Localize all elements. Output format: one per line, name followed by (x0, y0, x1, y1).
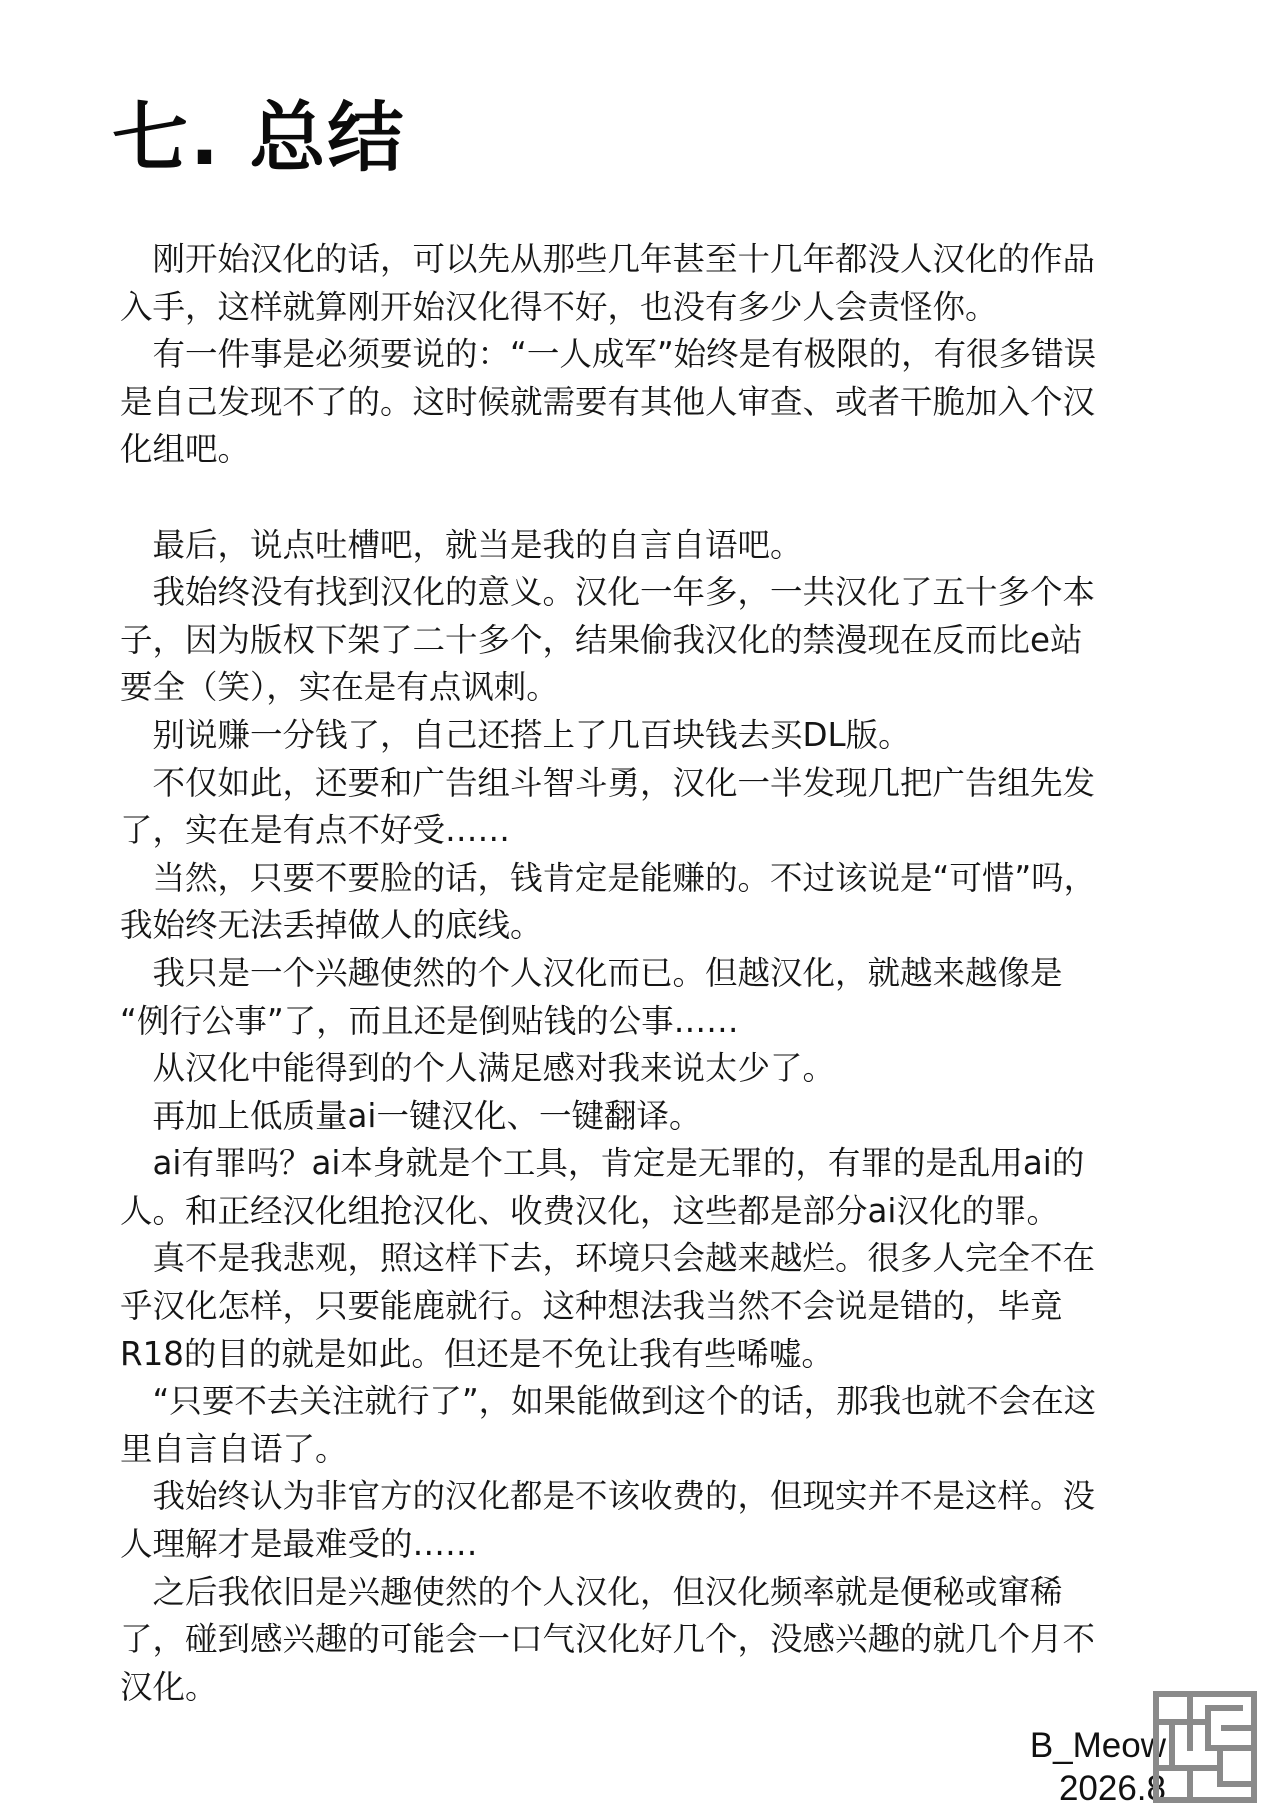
signature-date: 2026.8 (1058, 1769, 1166, 1808)
paragraph: 我始终没有找到汉化的意义。汉化一年多，一共汉化了五十多个本 子，因为版权下架了二十多个，结果偷我汉化的禁漫现在反而比e站 要全（笑），实在是有点讽刺。 (120, 573, 1096, 707)
paragraph: 我始终认为非官方的汉化都是不该收费的，但现实并不是这样。没 人理解才是最难受的…… (120, 1477, 1096, 1564)
stamp-mark-icon (1150, 1688, 1260, 1806)
signature-block (1030, 1724, 1166, 1810)
paragraph: ai有罪吗？ai本身就是个工具，肯定是无罪的，有罪的是乱用ai的 人。和正经汉化组抢汉化、收费汉化，这些都是部分ai汉化的罪。 (120, 1144, 1085, 1230)
paragraph: 别说赚一分钱了，自己还搭上了几百块钱去买DL版。 (152, 715, 911, 754)
paragraph: 再加上低质量ai一键汉化、一键翻译。 (152, 1096, 702, 1135)
paragraph: 从汉化中能得到的个人满足感对我来说太少了。 (152, 1049, 836, 1088)
paragraph: 刚开始汉化的话，可以先从那些几年甚至十几年都没人汉化的作品 入手，这样就算刚开始汉化得不好，也没有多少人会责怪你。 (120, 240, 1096, 326)
page-title: 七. 总结 (112, 93, 406, 182)
paragraph-gap (120, 474, 1180, 522)
paragraph: “只要不去关注就行了”，如果能做到这个的话，那我也就不会在这 里自言自语了。 (120, 1382, 1097, 1468)
paragraph: 有一件事是必须要说的：“一人成军”始终是有极限的，有很多错误 是自己发现不了的。这时候就需要有其他人审查、或者干脆加入个汉 化组吧。 (120, 335, 1097, 469)
paragraph: 最后，说点吐槽吧，就当是我的自言自语吧。 (152, 525, 803, 564)
author-name: B_Meow (1029, 1726, 1166, 1765)
paragraph: 之后我依旧是兴趣使然的个人汉化，但汉化频率就是便秘或窜稀 了，碰到感兴趣的可能会一口气汉化好几个，没感兴趣的就几个月不 汉化。 (120, 1572, 1096, 1706)
paragraph: 真不是我悲观，照这样下去，环境只会越来越烂。很多人完全不在 乎汉化怎样，只要能鹿就行。这种想法我当然不会说是错的，毕竟 R18的目的就是如此。但还是不免让我有些唏嘘。 (120, 1239, 1096, 1373)
paragraph: 当然，只要不要脸的话，钱肯定是能赚的。不过该说是“可惜”吗， 我始终无法丢掉做人的底线。 (120, 858, 1097, 945)
article-body (120, 236, 1180, 1711)
paragraph: 我只是一个兴趣使然的个人汉化而已。但越汉化，就越来越像是 “例行公事”了，而且还是倒贴钱的公事…… (120, 953, 1063, 1040)
paragraph: 不仅如此，还要和广告组斗智斗勇，汉化一半发现几把广告组先发 了，实在是有点不好受…… (120, 763, 1096, 850)
